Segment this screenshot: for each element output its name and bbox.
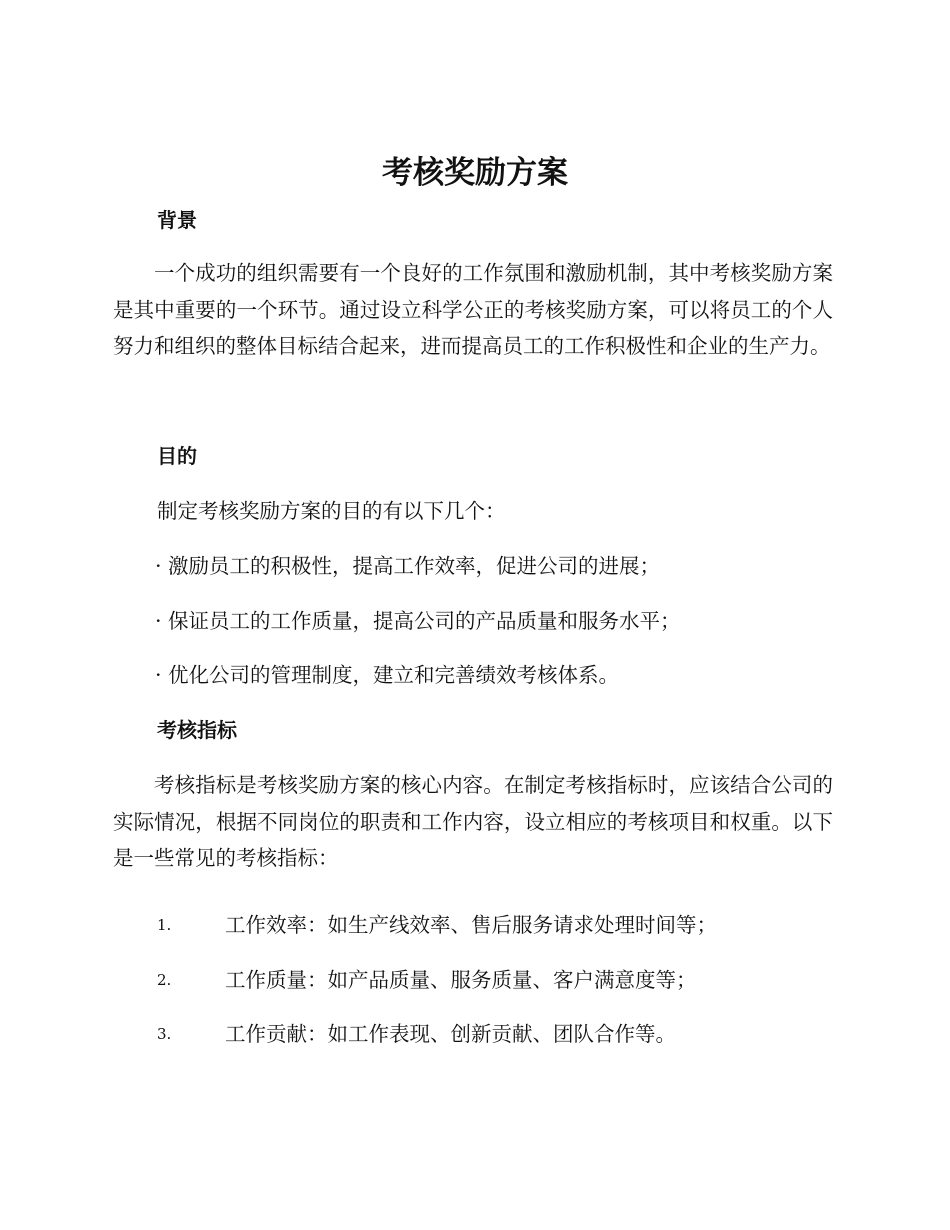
purpose-bullet-item: · 保证员工的工作质量，提高公司的产品质量和服务水平； xyxy=(155,609,681,633)
purpose-bullet-item: · 激励员工的积极性，提高工作效率，促进公司的进展； xyxy=(155,554,661,578)
list-text: 工作效率：如生产线效率、售后服务请求处理时间等； xyxy=(225,913,717,937)
indicators-paragraph: 考核指标是考核奖励方案的核心内容。在制定考核指标时，应该结合公司的实际情况，根据不同岗位的职责和工作内容，设立相应的考核项目和权重。以下是一些常见的考核指标： xyxy=(113,773,833,870)
list-text: 工作质量：如产品质量、服务质量、客户满意度等； xyxy=(225,968,697,992)
purpose-bullet-item: · 优化公司的管理制度，建立和完善绩效考核体系。 xyxy=(155,663,620,687)
list-number: 1. xyxy=(157,916,172,934)
section-heading-purpose: 目的 xyxy=(157,444,197,468)
list-number: 3. xyxy=(157,1025,172,1043)
document-title: 考核奖励方案 xyxy=(382,155,568,191)
purpose-intro: 制定考核奖励方案的目的有以下几个： xyxy=(157,499,506,523)
section-heading-indicators: 考核指标 xyxy=(157,718,237,742)
list-text: 工作贡献：如工作表现、创新贡献、团队合作等。 xyxy=(225,1022,676,1046)
section-heading-background: 背景 xyxy=(157,208,197,232)
list-number: 2. xyxy=(157,971,172,989)
background-paragraph: 一个成功的组织需要有一个良好的工作氛围和激励机制，其中考核奖励方案是其中重要的一个环节。通过设立科学公正的考核奖励方案，可以将员工的个人努力和组织的整体目标结合起来，进而提高员工的工作积极性和企业的生产力。 xyxy=(113,261,833,358)
